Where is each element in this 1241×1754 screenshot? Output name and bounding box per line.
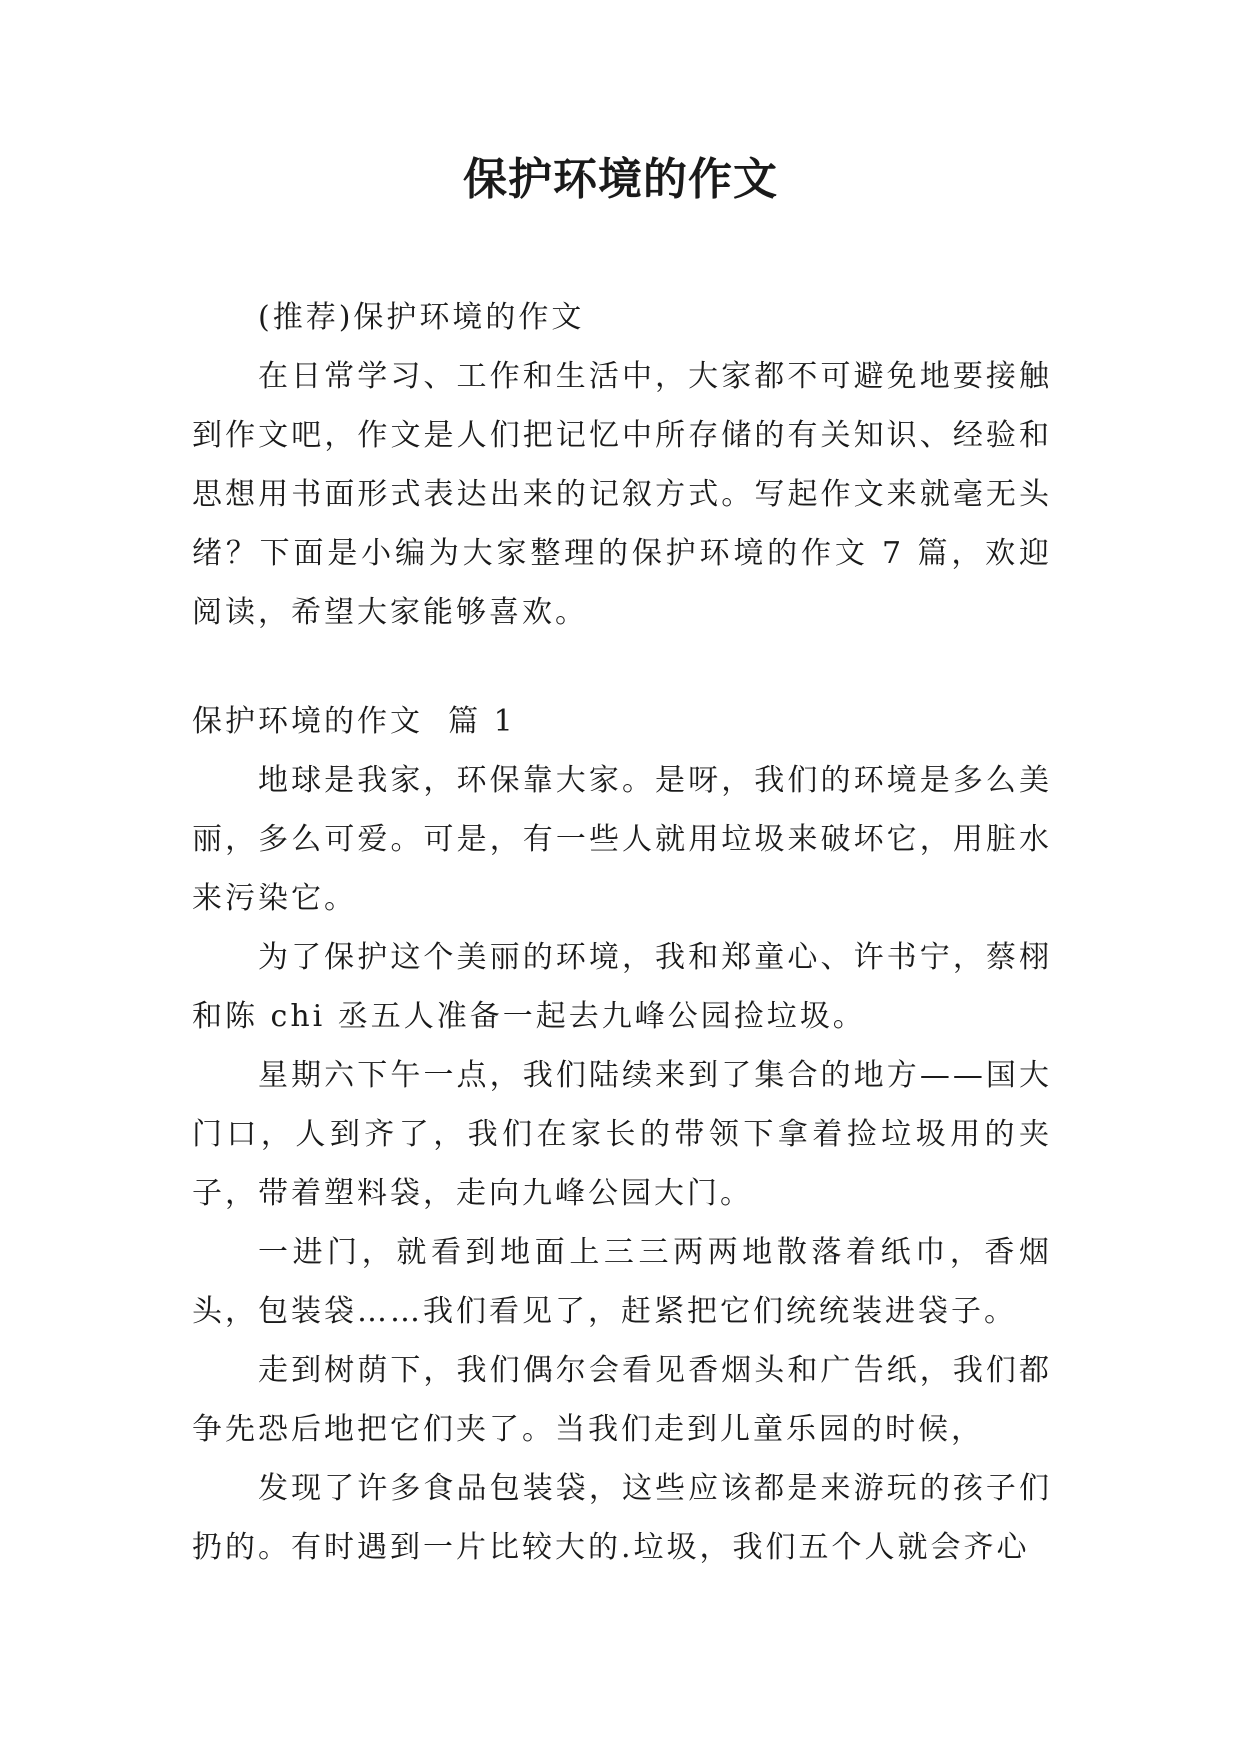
body-paragraph: 发现了许多食品包装袋，这些应该都是来游玩的孩子们扔的。有时遇到一片比较大的.垃圾，我们五个人就会齐心 bbox=[192, 1471, 1052, 1565]
section-heading: 保护环境的作文 篇 1 bbox=[192, 704, 516, 739]
section-spacer bbox=[192, 642, 1052, 692]
document-subtitle: (推荐)保护环境的作文 bbox=[258, 300, 585, 335]
document-body bbox=[192, 288, 1052, 1577]
intro-paragraph: 在日常学习、工作和生活中，大家都不可避免地要接触到作文吧，作文是人们把记忆中所存储的有关知识、经验和思想用书面形式表达出来的记叙方式。写起作文来就毫无头绪？下面是小编为大家整理的保护环境的作文 7 篇，欢迎阅读，希望大家能够喜欢。 bbox=[192, 359, 1052, 630]
document-title: 保护环境的作文 bbox=[463, 154, 778, 205]
body-paragraph: 一进门，就看到地面上三三两两地散落着纸巾，香烟头，包装袋……我们看见了，赶紧把它们统统装进袋子。 bbox=[192, 1235, 1052, 1329]
body-paragraph: 地球是我家，环保靠大家。是呀，我们的环境是多么美丽，多么可爱。可是，有一些人就用垃圾来破坏它，用脏水来污染它。 bbox=[192, 763, 1052, 916]
body-paragraph: 为了保护这个美丽的环境，我和郑童心、许书宁，蔡栩和陈 chi 丞五人准备一起去九峰公园捡垃圾。 bbox=[192, 940, 1052, 1034]
body-paragraph: 星期六下午一点，我们陆续来到了集合的地方——国大门口，人到齐了，我们在家长的带领下拿着捡垃圾用的夹子，带着塑料袋，走向九峰公园大门。 bbox=[192, 1058, 1052, 1211]
body-paragraph: 走到树荫下，我们偶尔会看见香烟头和广告纸，我们都争先恐后地把它们夹了。当我们走到儿童乐园的时候， bbox=[192, 1353, 1052, 1447]
